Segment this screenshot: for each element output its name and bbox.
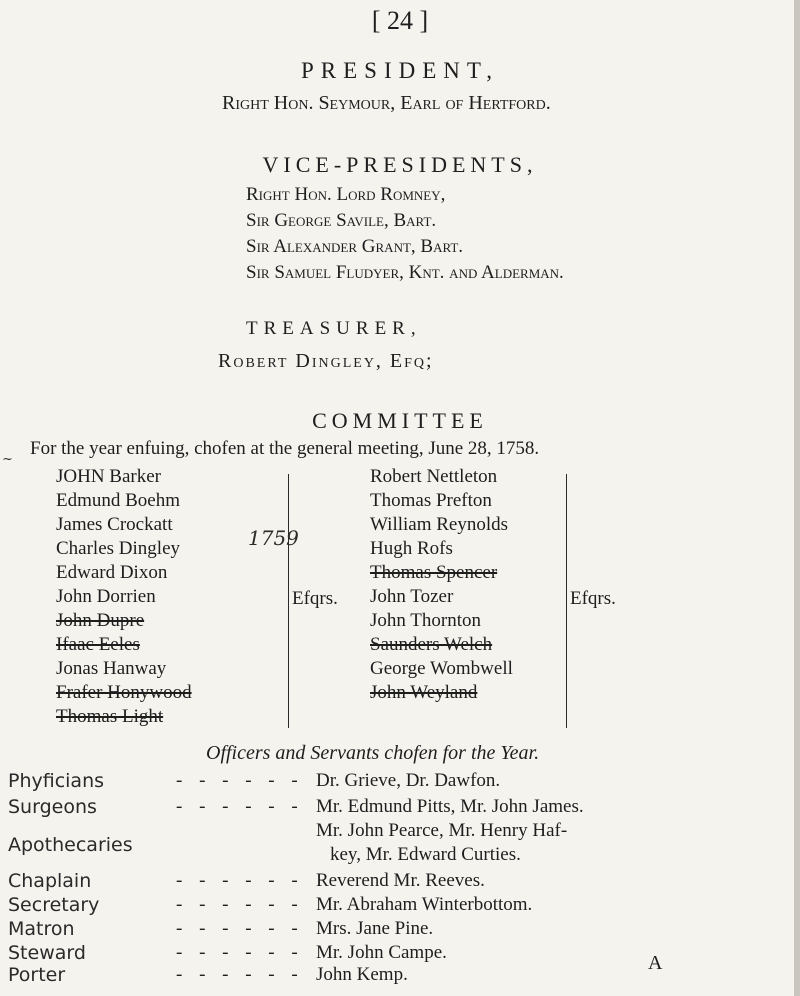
vice-presidents-heading: VICE-PRESIDENTS, [262,152,538,177]
committee-member: Edmund Boehm [56,490,181,511]
committee-member: Jonas Hanway [56,658,167,679]
officer-name-continued: key, Mr. Edward Curties. [330,844,521,865]
dash-leader: - - - - - - [176,918,304,939]
catchword: A [648,952,663,974]
president-name: Right Hon. Seymour, Earl of Hertford. [222,92,551,114]
officer-name: Mrs. Jane Pine. [316,918,434,939]
officer-role: Steward [8,942,86,964]
page-edge-shadow [794,0,800,996]
committee-member-struck: John Dupre [56,610,145,631]
vice-president-2: Sir George Savile, Bart. [246,210,437,231]
committee-member-struck: Thomas Light [56,706,164,727]
officer-role: Porter [8,964,66,986]
margin-handwriting: ~ [2,452,13,467]
committee-member-struck: Saunders Welch [370,634,493,655]
handwritten-year: 1759 [248,526,299,550]
officer-role: Secretary [8,894,100,916]
treasurer-name: Robert Dingley, Efq; [218,350,434,372]
committee-member: Robert Nettleton [370,466,498,487]
officers-heading: Officers and Servants chofen for the Year. [206,742,540,764]
committee-member-struck: Thomas Spencer [370,562,498,583]
officer-role: Apothecaries [8,834,133,856]
committee-member: Hugh Rofs [370,538,453,559]
dash-leader: - - - - - - [176,942,304,963]
committee-member-struck: Ifaac Eeles [56,634,140,655]
vice-president-4: Sir Samuel Fludyer, Knt. and Alderman. [246,262,564,283]
officer-role: Phyficians [8,770,105,792]
committee-intro: For the year enfuing, chofen at the general meeting, June 28, 1758. [30,438,540,459]
dash-leader: - - - - - - [176,870,304,891]
president-heading: PRESIDENT, [301,58,499,83]
committee-member: James Crockatt [56,514,173,535]
vice-president-3: Sir Alexander Grant, Bart. [246,236,464,257]
treasurer-heading: TREASURER, [246,318,422,339]
committee-heading: COMMITTEE [312,408,488,433]
committee-member: JOHN Barker [56,466,162,487]
committee-member: John Dorrien [56,586,156,607]
officer-name: Mr. Abraham Winterbottom. [316,894,533,915]
committee-member: Charles Dingley [56,538,181,559]
officer-name: John Kemp. [316,964,408,985]
committee-member-struck: John Weyland [370,682,478,703]
dash-leader: - - - - - - [176,894,304,915]
officer-name: Reverend Mr. Reeves. [316,870,485,891]
officer-role: Matron [8,918,75,940]
vice-president-1: Right Hon. Lord Romney, [246,184,446,205]
dash-leader: - - - - - - [176,770,304,791]
committee-member-struck: Frafer Honywood [56,682,192,703]
officer-name: Mr. John Campe. [316,942,447,963]
officer-role: Chaplain [8,870,92,892]
committee-member: Thomas Prefton [370,490,492,511]
dash-leader: - - - - - - [176,964,304,985]
officer-name: Mr. John Pearce, Mr. Henry Haf- [316,820,568,841]
committee-member: William Reynolds [370,514,509,535]
committee-member: Edward Dixon [56,562,168,583]
right-brace [566,474,567,728]
officer-name: Mr. Edmund Pitts, Mr. John James. [316,796,584,817]
page-number: [ 24 ] [371,6,429,35]
left-brace [288,474,289,728]
officer-name: Dr. Grieve, Dr. Dawfon. [316,770,501,791]
left-suffix: Efqrs. [292,588,338,609]
right-suffix: Efqrs. [570,588,616,609]
committee-member: John Tozer [370,586,454,607]
dash-leader: - - - - - - [176,796,304,817]
committee-member: John Thornton [370,610,482,631]
committee-member: George Wombwell [370,658,513,679]
officer-role: Surgeons [8,796,97,818]
